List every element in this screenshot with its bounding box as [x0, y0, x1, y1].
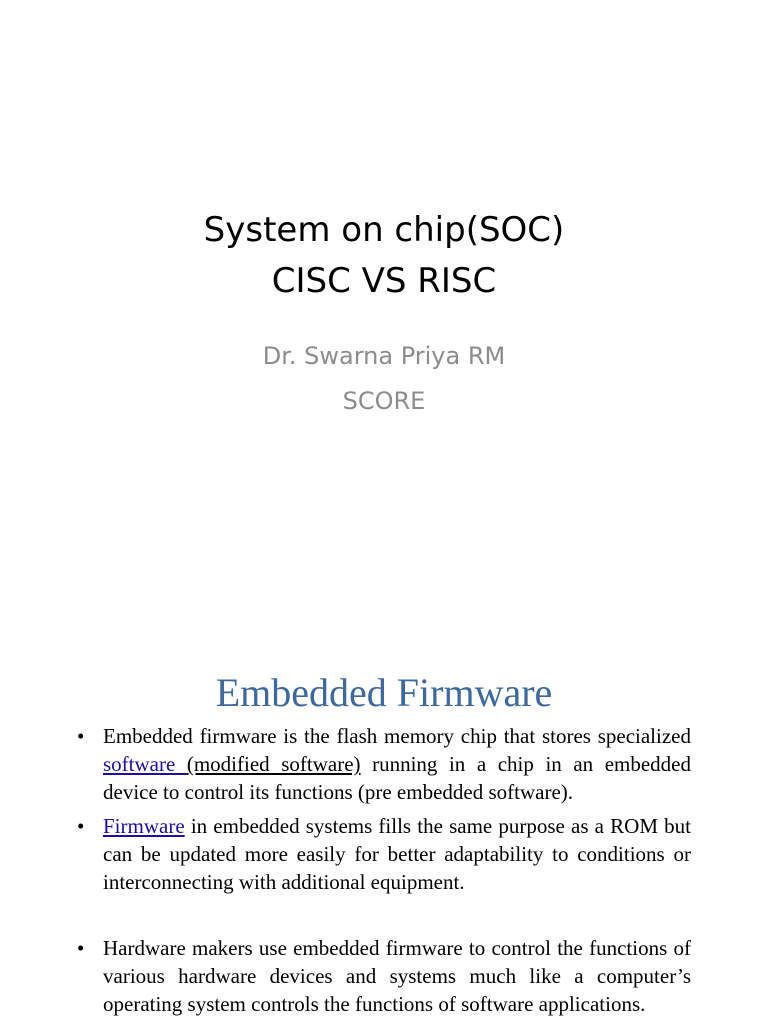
title-line-1: System on chip(SOC)	[203, 210, 565, 250]
software-link[interactable]: software	[103, 752, 187, 776]
content-slide	[0, 660, 768, 1024]
bullet-icon: •	[77, 814, 85, 838]
bullet-icon: •	[77, 936, 85, 960]
bullet-text: running in a chip in an embedded device to control its functions (pre embedded software).	[103, 752, 691, 804]
title-line-2: CISC VS RISC	[271, 261, 497, 301]
bullet-list	[77, 722, 691, 1018]
bullet-item	[77, 934, 691, 1018]
slide-title	[0, 205, 768, 307]
bullet-icon: •	[77, 724, 85, 748]
bullet-item	[77, 722, 691, 806]
bullet-text: in embedded systems fills the same purpose as a ROM but can be updated more easily for better adaptability to conditions or interconnecting with additional equipment.	[103, 814, 691, 894]
underlined-text: (modified software)	[186, 752, 361, 776]
bullet-item	[77, 812, 691, 896]
slide-subtitle	[0, 334, 768, 424]
author-name: Dr. Swarna Priya RM	[262, 342, 506, 370]
bullet-text: Embedded firmware is the flash memory chip that stores specialized	[103, 724, 691, 748]
bullet-text: Hardware makers use embedded firmware to control the functions of various hardware devices and systems much like a computer’s operating system controls the functions of software applications.	[103, 936, 691, 1016]
content-slide-title: Embedded Firmware	[215, 670, 553, 715]
school-name: SCORE	[342, 387, 426, 415]
firmware-link[interactable]: Firmware	[103, 814, 185, 838]
